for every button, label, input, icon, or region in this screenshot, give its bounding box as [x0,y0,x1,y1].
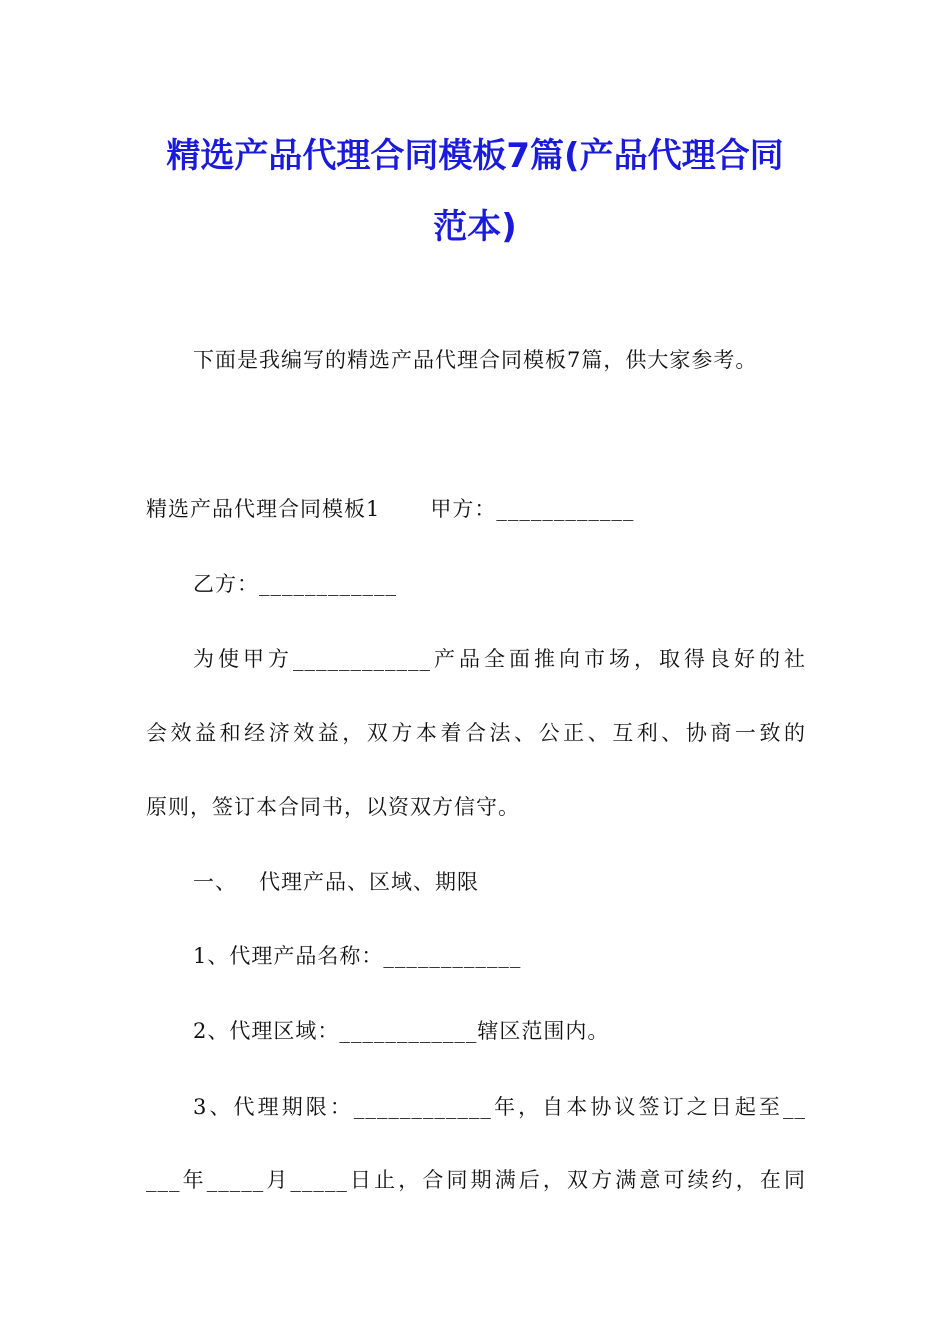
document-title-line-1: 精选产品代理合同模板7篇(产品代理合同 [166,136,784,176]
party-b-field: 乙方：____________ [193,572,397,596]
item3-term-line-1: 3、代理期限：____________年，自本协议签订之日起至__ [193,1095,806,1119]
item3-term-line-2: ___年_____月_____日止，合同期满后，双方满意可续约，在同 [146,1168,806,1192]
section1-heading [193,867,806,897]
paragraph1-line-1: 为使甲方____________产品全面推向市场，取得良好的社 [193,647,806,671]
document-title-line-2: 范本) [433,207,517,247]
item2-region: 2、代理区域：____________辖区范围内。 [193,1019,610,1043]
party-a-field: 甲方：____________ [430,497,635,521]
intro-paragraph: 下面是我编写的精选产品代理合同模板7篇，供大家参考。 [193,348,758,372]
section1-title: 代理产品、区域、期限 [259,870,479,894]
section1-number: 一、 [193,870,237,894]
template1-heading: 精选产品代理合同模板1 [146,497,381,521]
paragraph1-line-2: 会效益和经济效益，双方本着合法、公正、互利、协商一致的 [146,721,806,745]
template1-heading-row [146,494,806,524]
paragraph1-line-3: 原则，签订本合同书，以资双方信守。 [146,795,520,819]
item1-product-name: 1、代理产品名称：____________ [193,944,522,968]
